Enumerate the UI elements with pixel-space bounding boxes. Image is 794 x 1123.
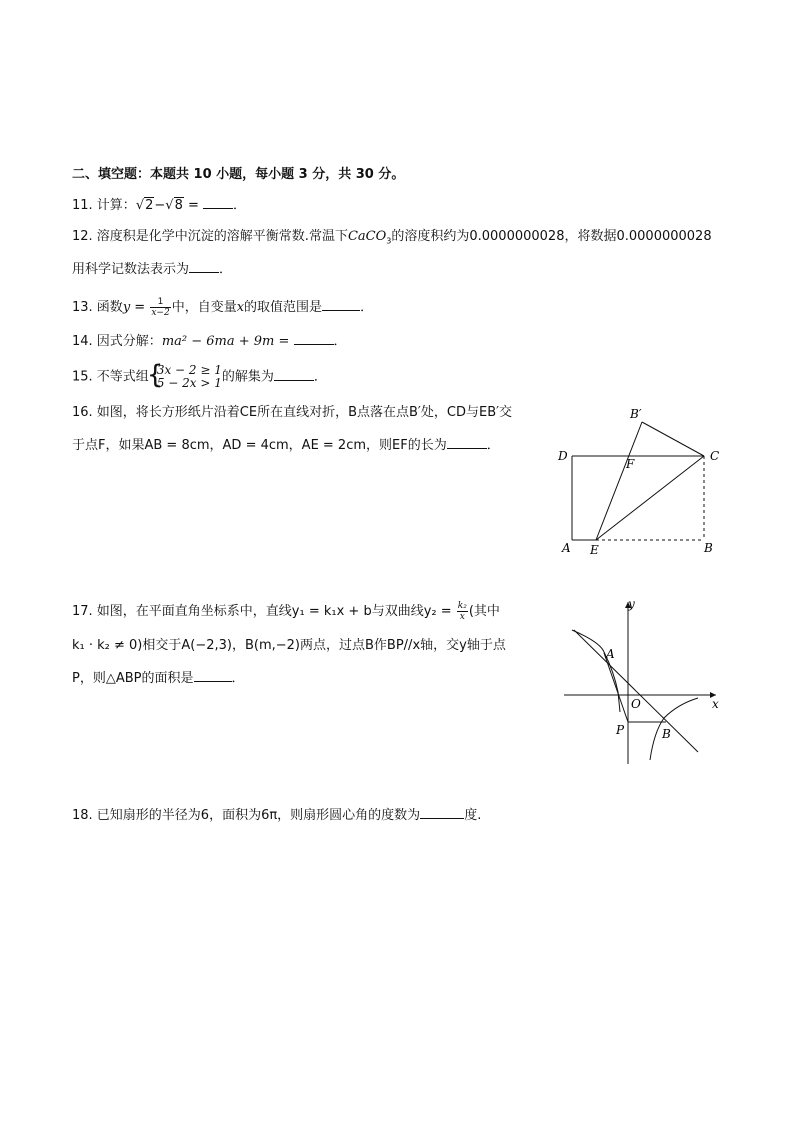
- q15-row1: { 3x − 2 ≥ 1: [156, 363, 222, 377]
- q12-line2: 用科学记数法表示为: [72, 262, 190, 277]
- question-17-line1: [72, 601, 500, 622]
- question-11: 11. 计算：√2−√8 = ．: [72, 198, 247, 213]
- answer-blank[interactable]: [322, 298, 360, 311]
- q17-frac-num: k₂: [457, 601, 467, 611]
- q14-expr: ma² − 6ma + 9m =: [161, 334, 294, 349]
- q13-den: x−2: [151, 308, 170, 318]
- q12-text: 12. 溶度积是化学中沉淀的溶解平衡常数.常温下: [72, 229, 348, 244]
- label-P: P: [616, 723, 625, 737]
- label-F: F: [626, 457, 635, 471]
- answer-blank[interactable]: [203, 196, 233, 209]
- q17-frac-den: x: [459, 612, 465, 622]
- q11-minus: −: [154, 198, 166, 213]
- q15-suffix: ．: [313, 369, 327, 385]
- q13-num: 1: [150, 297, 170, 308]
- q17-fraction: [457, 601, 468, 622]
- label-D: D: [558, 449, 568, 463]
- q15-system: [149, 364, 222, 390]
- q15-prefix: 15. 不等式组: [72, 369, 149, 385]
- q13-mid: 中，自变量: [171, 300, 237, 315]
- q12-chem: CaCO: [347, 229, 387, 244]
- q12-chem-sub: 3: [386, 236, 392, 246]
- hyperbola-upper-branch: [572, 630, 620, 712]
- label-C: C: [710, 449, 720, 463]
- label-B: B: [704, 541, 713, 555]
- q14-suffix: ．: [333, 334, 347, 349]
- question-14: [72, 332, 347, 351]
- label-A: A: [606, 647, 615, 661]
- q11-equals: =: [183, 198, 204, 213]
- q13-y: y: [122, 300, 131, 315]
- answer-blank[interactable]: [420, 806, 464, 819]
- q11-prefix: 11. 计算：: [72, 198, 136, 213]
- q11-radicand-a: 2: [145, 198, 154, 213]
- label-B-prime: B′: [630, 407, 642, 421]
- question-13: [72, 297, 373, 318]
- answer-blank[interactable]: [194, 669, 232, 682]
- q13-tail: 的取值范围是: [244, 300, 323, 315]
- q17-suffix: ．: [231, 671, 245, 686]
- q13-x: x: [236, 300, 245, 315]
- q15-tail: 的解集为: [221, 369, 274, 385]
- label-E: E: [590, 543, 599, 557]
- q14-prefix: 14. 因式分解：: [72, 334, 162, 349]
- label-x: x: [712, 697, 719, 711]
- question-17-line3: [72, 669, 245, 688]
- q17-line3: P，则△ABP的面积是: [72, 671, 194, 686]
- q18-prefix: 18. 已知扇形的半径为6，面积为6π，则扇形圆心角的度数为: [72, 808, 421, 823]
- question-17-line2: k₁ · k₂ ≠ 0)相交于A(−2,3)，B(m,−2)两点，过点B作BP//x轴，交y轴于点: [72, 638, 506, 653]
- q11-suffix: ．: [233, 198, 247, 213]
- question-12-line1: [72, 228, 712, 251]
- label-y: y: [628, 597, 635, 611]
- answer-blank[interactable]: [294, 332, 334, 345]
- q12-text-b: 的溶度积约为0.0000000028，将数据0.0000000028: [391, 229, 712, 244]
- question-12-line2: [72, 260, 232, 279]
- q13-fraction: [150, 297, 170, 318]
- line-AB: [574, 630, 698, 752]
- q16-rectangle-figure: [548, 400, 728, 560]
- question-16-line2: [72, 436, 500, 455]
- q17-line1: 17. 如图，在平面直角坐标系中，直线y₁ = k₁x + b与双曲线y₂ =: [72, 604, 456, 619]
- question-15: [72, 364, 327, 390]
- q15-row2: 5 − 2x > 1: [156, 376, 222, 390]
- label-O: O: [631, 697, 641, 711]
- question-16-line1: 16. 如图，将长方形纸片沿着CE所在直线对折，B点落在点B′处，CD与EB′交: [72, 405, 513, 420]
- q16-line2: 于点F，如果AB = 8cm，AD = 4cm，AE = 2cm，则EF的长为: [72, 438, 447, 453]
- segment-PA: [604, 653, 628, 722]
- q13-suffix: ．: [360, 300, 374, 315]
- q12-suffix: ．: [219, 262, 233, 277]
- segment-B-prime-C: [642, 422, 704, 456]
- question-18: [72, 806, 481, 825]
- q17-line1b: (其中: [468, 604, 500, 619]
- q13-prefix: 13. 函数: [72, 300, 123, 315]
- label-B: B: [662, 727, 671, 741]
- label-A: A: [562, 541, 571, 555]
- answer-blank[interactable]: [274, 368, 314, 381]
- q11-radicand-b: 8: [174, 198, 183, 213]
- q18-suffix: 度.: [464, 808, 482, 823]
- section-title: 二、填空题：本题共 10 小题，每小题 3 分，共 30 分。: [72, 167, 405, 182]
- q17-coordinate-figure: [556, 592, 728, 768]
- answer-blank[interactable]: [447, 436, 487, 449]
- q16-suffix: ．: [486, 438, 500, 453]
- answer-blank[interactable]: [189, 260, 219, 273]
- q13-eq: =: [130, 300, 150, 315]
